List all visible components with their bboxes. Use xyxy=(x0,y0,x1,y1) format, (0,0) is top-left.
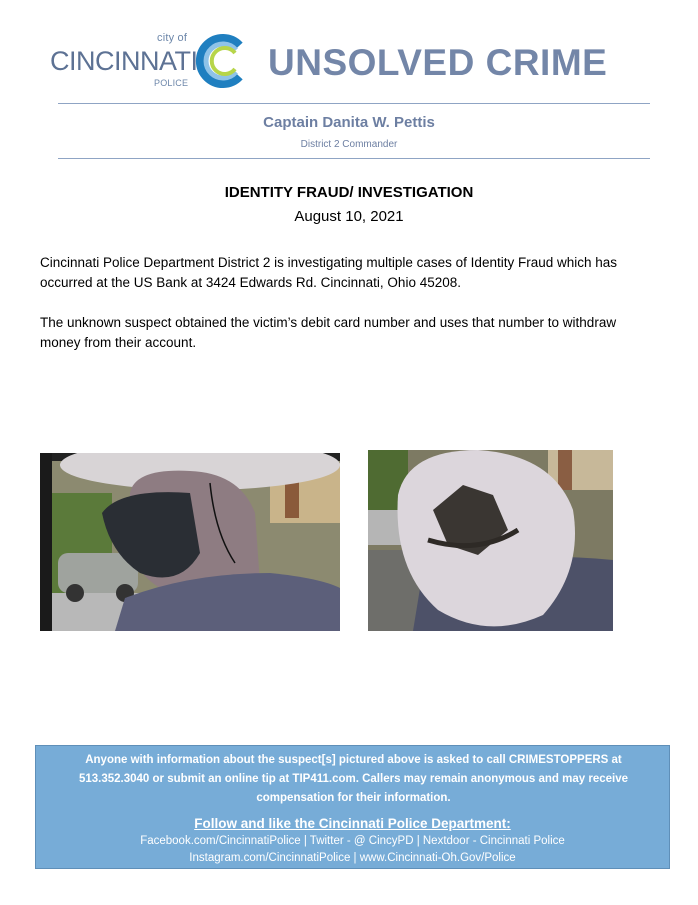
page-title: UNSOLVED CRIME xyxy=(268,42,608,83)
social-links-line-1: Facebook.com/CincinnatiPolice | Twitter - @ CincyPD | Nextdoor - Cincinnati Police xyxy=(140,835,565,847)
commander-title: District 2 Commander xyxy=(300,139,398,150)
cincinnati-police-logo xyxy=(50,30,250,90)
suspect-photo-1 xyxy=(40,453,340,631)
header-divider-top xyxy=(58,103,650,104)
follow-heading: Follow and like the Cincinnati Police Department: xyxy=(194,816,511,831)
tip-text: Anyone with information about the suspect[s] pictured above is asked to call CRIMESTOPPERS at 513.352.3040 or submit an online tip at TIP411.com. Callers may remain anonymous and may receive compensation for their information. xyxy=(78,754,629,804)
social-links-line-2: Instagram.com/CincinnatiPolice | www.Cincinnati-Oh.Gov/Police xyxy=(189,852,516,864)
logo-name-text: CINCINNATI xyxy=(50,46,198,76)
crimestoppers-tip-box xyxy=(35,745,670,869)
notice-paragraph-1: Cincinnati Police Department District 2 is investigating multiple cases of Identity Fraud which has occurred at the US Bank at 3424 Edwards Rd. Cincinnati, Ohio 45208. xyxy=(40,255,618,290)
header-divider-bottom xyxy=(58,158,650,159)
notice-paragraph-2: The unknown suspect obtained the victim’s debit card number and uses that number to withdraw money from their account. xyxy=(40,315,617,350)
logo-city-text: city of xyxy=(157,32,188,44)
logo-c-mark-icon xyxy=(192,32,250,90)
notice-heading: IDENTITY FRAUD/ INVESTIGATION xyxy=(224,184,474,201)
notice-date: August 10, 2021 xyxy=(294,208,404,225)
logo-police-text: POLICE xyxy=(154,78,189,88)
suspect-photo-2 xyxy=(368,450,613,631)
captain-name: Captain Danita W. Pettis xyxy=(263,114,435,131)
